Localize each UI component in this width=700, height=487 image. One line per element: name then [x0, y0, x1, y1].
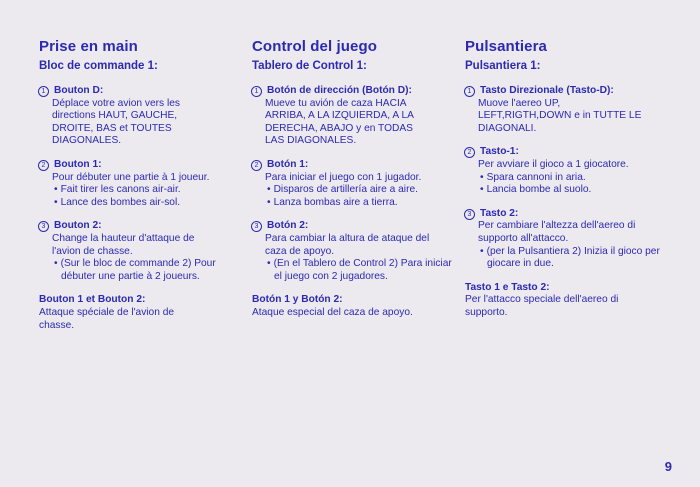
column-title: Prise en main: [39, 38, 138, 55]
item-text: Per avviare il gioco a 1 giocatore.: [478, 158, 629, 170]
bullet-item: • (per la Pulsantiera 2) Inizia il gioco per giocare in due.: [478, 246, 665, 271]
control-item: [39, 294, 239, 332]
bullet-item: • (En el Tablero de Control 2) Para iniciar el juego con 2 jugadores.: [265, 258, 452, 283]
circled-number-icon: 3: [251, 221, 262, 232]
item-heading: Botón 2:: [267, 220, 309, 232]
circled-number-icon: 2: [251, 160, 262, 171]
item-text: Muove l'aereo UP,: [478, 97, 561, 109]
column-title: Control del juego: [252, 38, 378, 55]
item-heading: Botón 1:: [267, 158, 309, 170]
item-text: Per cambiare l'altezza dell'aereo di: [478, 220, 636, 232]
column-french: [39, 38, 239, 343]
item-text: ARRIBA, A LA IZQUIERDA, A LA: [265, 110, 414, 122]
circled-number-icon: 1: [464, 86, 475, 97]
circled-number-icon: 3: [464, 209, 475, 220]
control-item: [465, 146, 665, 196]
circled-number-icon: 2: [38, 160, 49, 171]
item-text: DROITE, BAS et TOUTES: [52, 122, 172, 134]
item-heading: Tasto Direzionale (Tasto-D):: [480, 85, 614, 96]
item-text: Déplace votre avion vers les: [52, 97, 180, 109]
item-heading: Botón de dirección (Botón D):: [267, 85, 412, 96]
item-text: Pour débuter une partie à 1 joueur.: [52, 171, 210, 183]
item-text: Para cambiar la altura de ataque del: [265, 232, 430, 244]
control-item: [252, 159, 452, 209]
item-text: DERECHA, ABAJO y en TODAS: [265, 122, 413, 134]
control-item: [39, 159, 239, 209]
item-text: supporto all'attacco.: [478, 232, 569, 244]
circled-number-icon: 1: [251, 86, 262, 97]
bullet-item: • Disparos de artillería aire a aire.: [265, 184, 452, 197]
bullet-item: • Fait tirer les canons air-air.: [52, 184, 239, 197]
item-heading: Bouton D:: [54, 85, 104, 96]
column-italian: [465, 38, 665, 331]
item-text: Para iniciar el juego con 1 jugador.: [265, 171, 422, 183]
control-item: [252, 220, 452, 283]
item-text: LAS DIAGONALES.: [265, 135, 357, 147]
item-text: Per l'attacco speciale dell'aereo di: [465, 294, 619, 306]
control-item: [252, 294, 452, 319]
item-text: LEFT,RIGTH,DOWN e in TUTTE LE: [478, 110, 642, 122]
control-item: [39, 220, 239, 283]
bullet-item: • (Sur le bloc de commande 2) Pour débuter une partie à 2 joueurs.: [52, 258, 239, 283]
item-text: chasse.: [39, 319, 75, 331]
item-text: Mueve tu avión de caza HACIA: [265, 97, 407, 109]
item-heading: Bouton 1:: [54, 158, 102, 170]
column-spanish: [252, 38, 452, 331]
bullet-item: • Lancia bombe al suolo.: [478, 184, 665, 197]
item-text: caza de apoyo.: [265, 245, 335, 257]
item-text: DIAGONALES.: [52, 135, 122, 147]
page-number: 9: [664, 459, 672, 474]
bullet-item: • Lanza bombas aire a tierra.: [265, 197, 452, 210]
control-item: [465, 85, 665, 135]
column-subtitle: Bloc de commande 1:: [39, 60, 158, 72]
item-text: Change la hauteur d'attaque de: [52, 232, 195, 244]
circled-number-icon: 1: [38, 86, 49, 97]
item-text: Ataque especial del caza de apoyo.: [252, 306, 413, 318]
bullet-item: • Spara cannoni in aria.: [478, 172, 665, 185]
item-heading: Bouton 1 et Bouton 2:: [39, 294, 146, 306]
item-text: directions HAUT, GAUCHE,: [52, 110, 178, 122]
control-item: [465, 282, 665, 320]
bullet-item: • Lance des bombes air-sol.: [52, 197, 239, 210]
control-item: [252, 85, 452, 148]
item-heading: Tasto 2:: [480, 207, 519, 219]
control-item: [465, 208, 665, 271]
item-text: DIAGONALI.: [478, 122, 537, 134]
column-subtitle: Pulsantiera 1:: [465, 60, 541, 72]
circled-number-icon: 2: [464, 147, 475, 158]
item-text: Attaque spéciale de l'avion de: [39, 306, 175, 318]
item-heading: Tasto-1:: [480, 146, 519, 158]
item-heading: Botón 1 y Botón 2:: [252, 294, 343, 306]
item-text: supporto.: [465, 306, 508, 318]
circled-number-icon: 3: [38, 221, 49, 232]
column-subtitle: Tablero de Control 1:: [252, 60, 367, 72]
control-item: [39, 85, 239, 148]
item-heading: Bouton 2:: [54, 220, 102, 232]
item-heading: Tasto 1 e Tasto 2:: [465, 281, 550, 293]
column-title: Pulsantiera: [465, 38, 547, 55]
item-text: l'avion de chasse.: [52, 245, 133, 257]
